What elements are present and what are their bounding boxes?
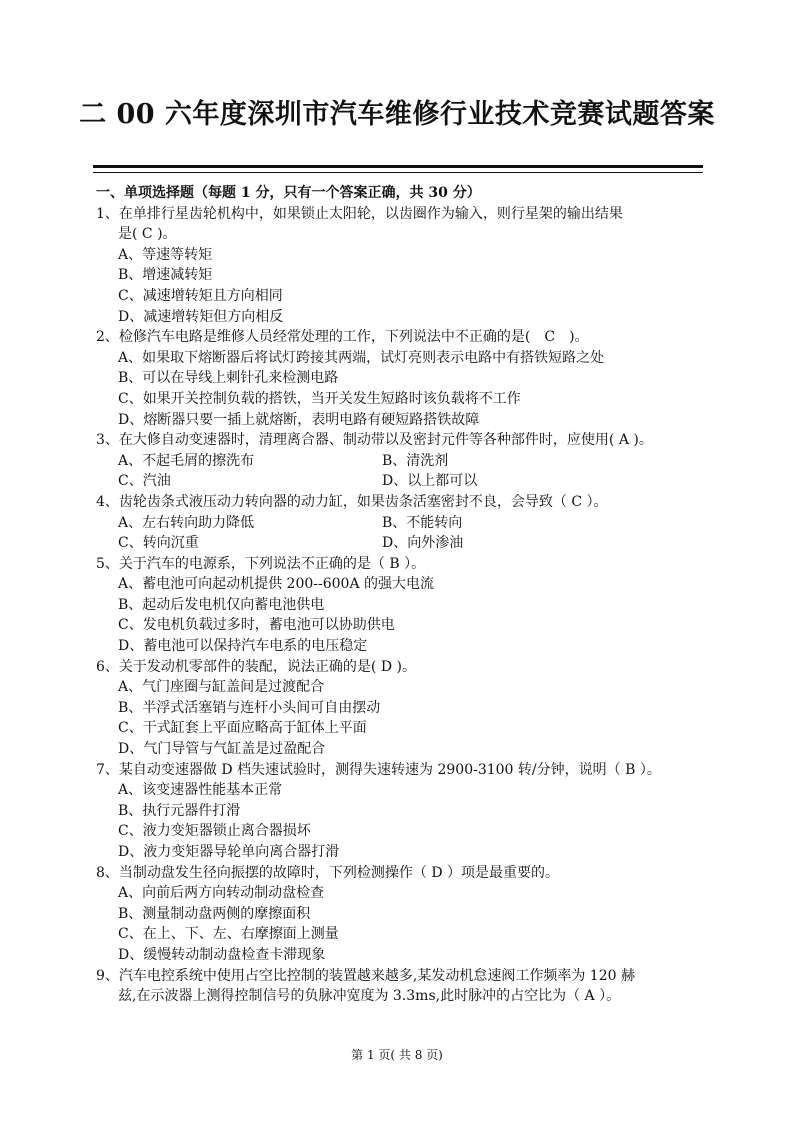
question-7-stem: 7、某自动变速器做 D 档失速试验时，测得失速转速为 2900-3100 转/分钟，说明（ B ）。 [96, 761, 661, 778]
question-8-option-a: A、向前后两方向转动制动盘检查 [118, 885, 325, 902]
question-2-option-b: B、可以在导线上刺针孔来检测电路 [118, 370, 339, 387]
question-3-stem: 3、在大修自动变速器时，清理离合器、制动带以及密封元件等各种部件时，应使用( A )。 [96, 432, 653, 449]
question-6-option-b: B、半浮式活塞销与连杆小头间可自由摆动 [118, 699, 381, 716]
document-title: 二 00 六年度深圳市汽车维修行业技术竞赛试题答案 [79, 99, 715, 130]
question-4-options-row-1 [96, 513, 708, 534]
question-8-stem: 8、当制动盘发生径向振摆的故障时，下列检测操作（ D ）项是最重要的。 [96, 864, 560, 881]
title-rule-thick [93, 165, 703, 168]
page-footer: 第 1 页( 共 8 页) [351, 1048, 443, 1062]
question-6-option-d: D、气门导管与气缸盖是过盈配合 [118, 741, 326, 758]
question-3-option-a: A、不起毛屑的擦洗布 [118, 452, 255, 469]
question-7-option-a: A、该变速器性能基本正常 [118, 782, 283, 799]
question-5-option-d: D、蓄电池可以保持汽车电系的电压稳定 [118, 638, 368, 655]
question-4-option-a: A、左右转向助力降低 [118, 514, 255, 531]
question-5-stem: 5、关于汽车的电源系，下列说法不正确的是（ B ）。 [96, 555, 426, 572]
question-4-option-c: C、转向沉重 [118, 535, 199, 552]
question-list [96, 183, 708, 1007]
question-3-options-row-2 [96, 471, 708, 492]
question-1-option-a: A、等速等转矩 [118, 246, 213, 263]
question-3-option-b: B、清洗剂 [382, 452, 449, 469]
question-6-stem: 6、关于发动机零部件的装配，说法正确的是( D )。 [96, 658, 416, 675]
question-3-option-c: C、汽油 [118, 473, 171, 490]
question-1-stem-cont: 是( C )。 [118, 226, 177, 243]
title-rule-thin [93, 172, 703, 173]
question-1-stem: 1、在单排行星齿轮机构中，如果锁止太阳轮，以齿圈作为输入，则行星架的输出结果 [96, 205, 623, 222]
question-2-stem: 2、检修汽车电路是维修人员经常处理的工作，下列说法中不正确的是( C )。 [96, 329, 589, 346]
question-5-option-a: A、蓄电池可向起动机提供 200--600A 的强大电流 [118, 576, 435, 593]
question-4-stem: 4、齿轮齿条式液压动力转向器的动力缸，如果齿条活塞密封不良，会导致（ C ）。 [96, 493, 608, 510]
question-8-option-c: C、在上、下、左、右摩擦面上测量 [118, 926, 339, 943]
question-1-option-d: D、减速增转矩但方向相反 [118, 308, 284, 325]
question-2-option-d: D、熔断器只要一插上就熔断，表明电路有硬短路搭铁故障 [118, 411, 480, 428]
question-3-option-d: D、以上都可以 [382, 473, 478, 490]
question-4-option-b: B、不能转向 [382, 514, 463, 531]
question-9-stem: 9、汽车电控系统中使用占空比控制的装置越来越多,某发动机怠速阀工作频率为 120 赫 [96, 967, 635, 984]
question-9-stem-cont: 兹,在示波器上测得控制信号的负脉冲宽度为 3.3ms,此时脉冲的占空比为（ A ）。 [118, 988, 621, 1005]
question-2-option-a: A、如果取下熔断器后将试灯跨接其两端，试灯亮则表示电路中有搭铁短路之处 [118, 349, 605, 366]
question-1-option-b: B、增速减转矩 [118, 267, 213, 284]
question-7-option-c: C、液力变矩器锁止离合器损坏 [118, 823, 311, 840]
question-3-options-row-1 [96, 451, 708, 472]
question-5-option-c: C、发电机负载过多时，蓄电池可以协助供电 [118, 617, 395, 634]
question-4-options-row-2 [96, 533, 708, 554]
question-6-option-a: A、气门座圈与缸盖间是过渡配合 [118, 679, 325, 696]
question-5-option-b: B、起动后发电机仅向蓄电池供电 [118, 596, 325, 613]
question-7-option-b: B、执行元器件打滑 [118, 802, 241, 819]
section-heading: 一、单项选择题（每题 1 分，只有一个答案正确，共 30 分） [96, 185, 481, 201]
question-1-option-c: C、减速增转矩且方向相同 [118, 287, 283, 304]
question-8-option-b: B、测量制动盘两侧的摩擦面积 [118, 905, 311, 922]
question-7-option-d: D、液力变矩器导轮单向离合器打滑 [118, 844, 340, 860]
question-6-option-c: C、干式缸套上平面应略高于缸体上平面 [118, 720, 367, 737]
question-2-option-c: C、如果开关控制负载的搭铁，当开关发生短路时该负载将不工作 [118, 390, 521, 407]
question-4-option-d: D、向外渗油 [382, 535, 464, 552]
question-8-option-d: D、缓慢转动制动盘检查卡滞现象 [118, 946, 326, 963]
